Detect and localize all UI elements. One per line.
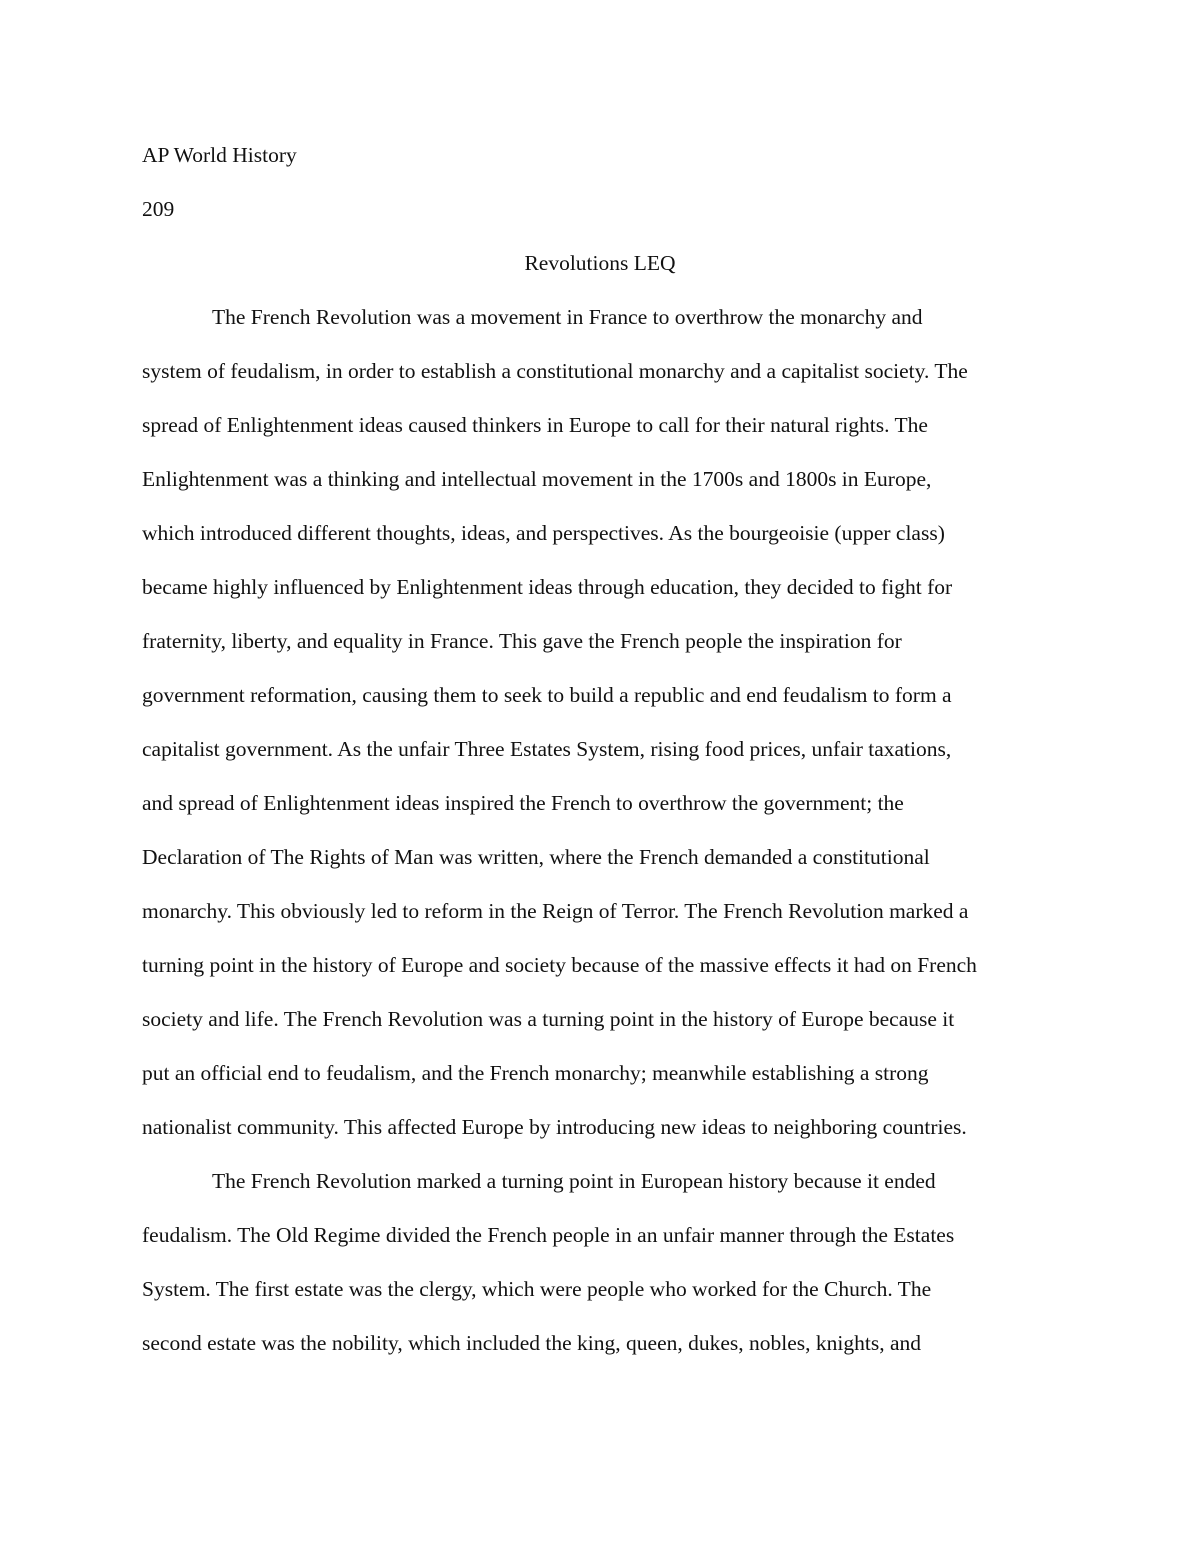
- body-line: system of feudalism, in order to establish a constitutional monarchy and a capitalist society. The: [142, 359, 968, 383]
- body-line: nationalist community. This affected Europe by introducing new ideas to neighboring countries.: [142, 1115, 967, 1139]
- course-name: AP World History: [142, 143, 297, 167]
- body-line: put an official end to feudalism, and the French monarchy; meanwhile establishing a strong: [142, 1061, 929, 1085]
- body-line: second estate was the nobility, which included the king, queen, dukes, nobles, knights, and: [142, 1331, 922, 1355]
- body-line: Declaration of The Rights of Man was written, where the French demanded a constitutional: [142, 845, 930, 869]
- body-line: fraternity, liberty, and equality in France. This gave the French people the inspiration for: [142, 629, 902, 653]
- body-line: society and life. The French Revolution was a turning point in the history of Europe because it: [142, 1007, 955, 1031]
- body-line: spread of Enlightenment ideas caused thinkers in Europe to call for their natural rights. The: [142, 413, 928, 437]
- body-line: The French Revolution was a movement in France to overthrow the monarchy and: [212, 305, 923, 329]
- essay-title: Revolutions LEQ: [524, 251, 676, 275]
- body-line: which introduced different thoughts, ideas, and perspectives. As the bourgeoisie (upper class): [142, 521, 945, 545]
- body-line: and spread of Enlightenment ideas inspired the French to overthrow the government; the: [142, 791, 904, 815]
- body-line: monarchy. This obviously led to reform in the Reign of Terror. The French Revolution marked a: [142, 899, 969, 923]
- body-line: System. The first estate was the clergy, which were people who worked for the Church. The: [142, 1277, 932, 1301]
- body-line: The French Revolution marked a turning point in European history because it ended: [212, 1169, 936, 1193]
- body-line: Enlightenment was a thinking and intellectual movement in the 1700s and 1800s in Europe,: [142, 467, 932, 491]
- body-line: turning point in the history of Europe and society because of the massive effects it had on French: [142, 953, 977, 977]
- body-line: feudalism. The Old Regime divided the French people in an unfair manner through the Estates: [142, 1223, 955, 1247]
- course-number: 209: [142, 197, 175, 221]
- body-line: government reformation, causing them to seek to build a republic and end feudalism to form a: [142, 683, 952, 707]
- body-line: capitalist government. As the unfair Three Estates System, rising food prices, unfair taxations,: [142, 737, 952, 761]
- body-line: became highly influenced by Enlightenment ideas through education, they decided to fight for: [142, 575, 953, 599]
